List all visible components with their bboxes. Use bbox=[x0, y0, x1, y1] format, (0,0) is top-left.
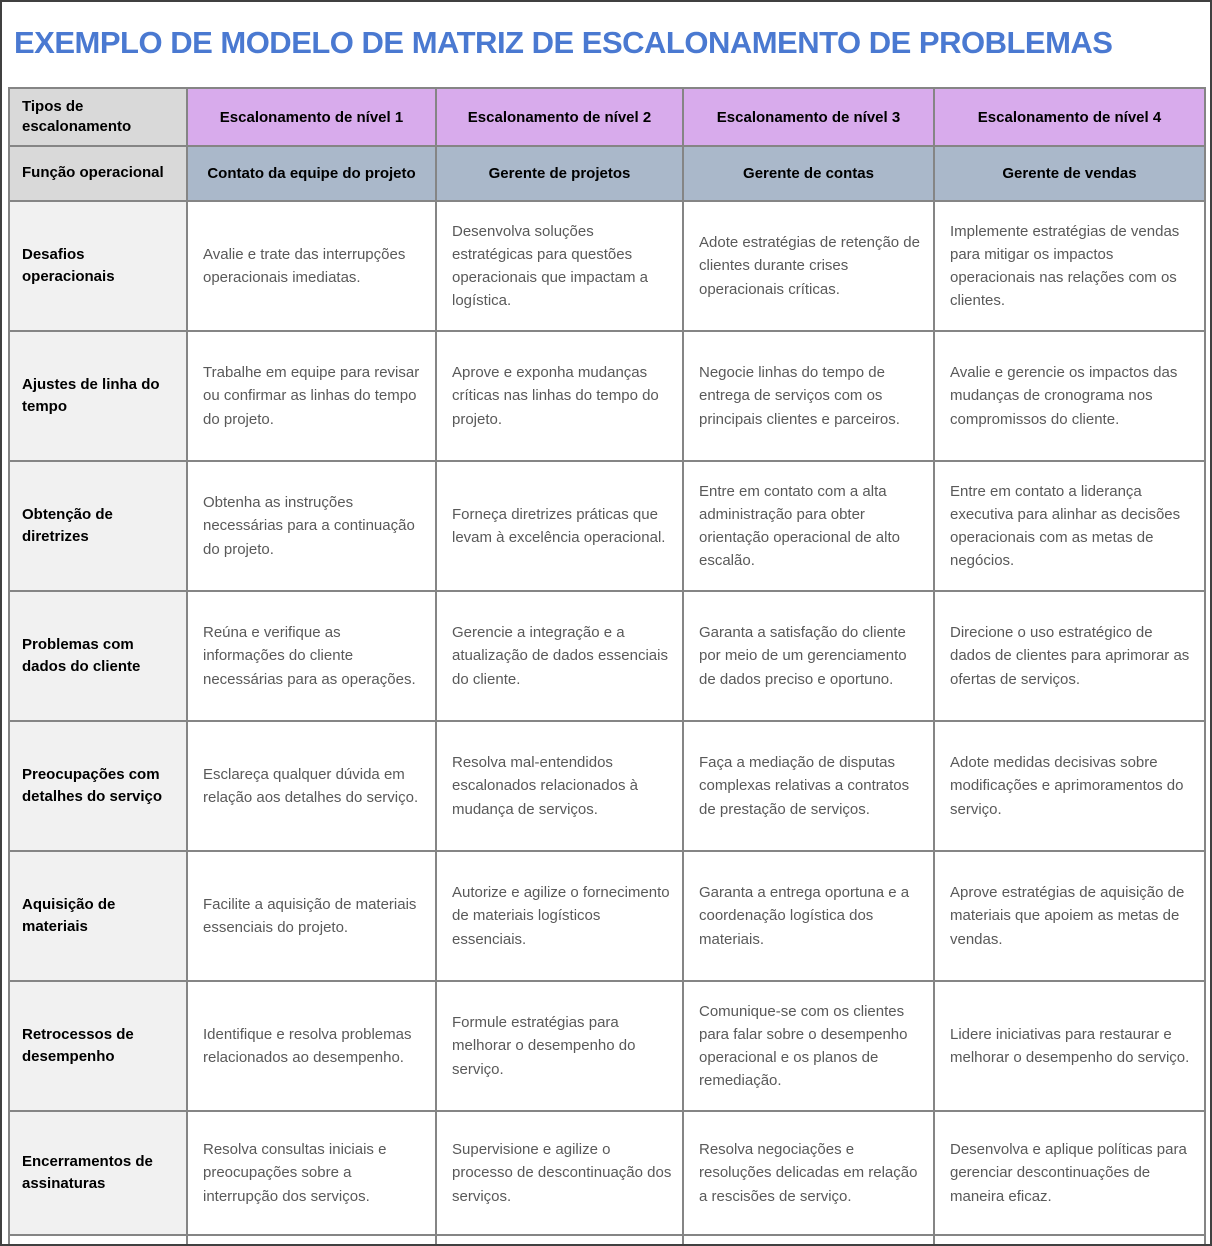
matrix-cell: Identifique e resolva problemas relacionados ao desempenho. bbox=[187, 981, 436, 1111]
matrix-cell: Desenvolva e aplique políticas para gerenciar descontinuações de maneira eficaz. bbox=[934, 1111, 1205, 1235]
matrix-cell: Negocie linhas do tempo de entrega de serviços com os principais clientes e parceiros. bbox=[683, 331, 934, 461]
empty-cell bbox=[683, 1235, 934, 1246]
matrix-cell: Avalie e trate das interrupções operacionais imediatas. bbox=[187, 201, 436, 331]
table-row bbox=[9, 851, 1205, 981]
matrix-cell: Avalie e gerencie os impactos das mudanças de cronograma nos compromissos do cliente. bbox=[934, 331, 1205, 461]
row-label: Preocupações com detalhes do serviço bbox=[9, 721, 187, 851]
matrix-cell: Lidere iniciativas para restaurar e melhorar o desempenho do serviço. bbox=[934, 981, 1205, 1111]
table-row bbox=[9, 461, 1205, 591]
table-row bbox=[9, 1111, 1205, 1235]
empty-cell bbox=[187, 1235, 436, 1246]
col-header-role-1: Contato da equipe do projeto bbox=[187, 146, 436, 201]
matrix-cell: Facilite a aquisição de materiais essenciais do projeto. bbox=[187, 851, 436, 981]
empty-cell bbox=[9, 1235, 187, 1246]
col-header-level-3: Escalonamento de nível 3 bbox=[683, 88, 934, 146]
matrix-cell: Comunique-se com os clientes para falar sobre o desempenho operacional e os planos de remediação. bbox=[683, 981, 934, 1111]
table-row-partial bbox=[9, 1235, 1205, 1246]
escalation-matrix-table bbox=[8, 87, 1206, 1246]
row-label: Obtenção de diretrizes bbox=[9, 461, 187, 591]
matrix-cell: Resolva mal-entendidos escalonados relacionados à mudança de serviços. bbox=[436, 721, 683, 851]
matrix-cell: Desenvolva soluções estratégicas para questões operacionais que impactam a logística. bbox=[436, 201, 683, 331]
row-label: Problemas com dados do cliente bbox=[9, 591, 187, 721]
matrix-cell: Direcione o uso estratégico de dados de clientes para aprimorar as ofertas de serviços. bbox=[934, 591, 1205, 721]
col-header-level-1: Escalonamento de nível 1 bbox=[187, 88, 436, 146]
matrix-cell: Faça a mediação de disputas complexas relativas a contratos de prestação de serviços. bbox=[683, 721, 934, 851]
matrix-cell: Garanta a satisfação do cliente por meio de um gerenciamento de dados preciso e oportuno. bbox=[683, 591, 934, 721]
col-header-role-3: Gerente de contas bbox=[683, 146, 934, 201]
row-label: Aquisição de materiais bbox=[9, 851, 187, 981]
table-row bbox=[9, 981, 1205, 1111]
matrix-cell: Adote medidas decisivas sobre modificações e aprimoramentos do serviço. bbox=[934, 721, 1205, 851]
page-title: EXEMPLO DE MODELO DE MATRIZ DE ESCALONAMENTO DE PROBLEMAS bbox=[14, 25, 1113, 60]
matrix-cell: Trabalhe em equipe para revisar ou confirmar as linhas do tempo do projeto. bbox=[187, 331, 436, 461]
matrix-cell: Obtenha as instruções necessárias para a continuação do projeto. bbox=[187, 461, 436, 591]
matrix-cell: Entre em contato com a alta administração para obter orientação operacional de alto escalão. bbox=[683, 461, 934, 591]
empty-cell bbox=[934, 1235, 1205, 1246]
matrix-cell: Reúna e verifique as informações do cliente necessárias para as operações. bbox=[187, 591, 436, 721]
matrix-cell: Aprove estratégias de aquisição de materiais que apoiem as metas de vendas. bbox=[934, 851, 1205, 981]
matrix-cell: Forneça diretrizes práticas que levam à excelência operacional. bbox=[436, 461, 683, 591]
matrix-cell: Gerencie a integração e a atualização de dados essenciais do cliente. bbox=[436, 591, 683, 721]
col-header-level-2: Escalonamento de nível 2 bbox=[436, 88, 683, 146]
matrix-cell: Resolva consultas iniciais e preocupações sobre a interrupção dos serviços. bbox=[187, 1111, 436, 1235]
header-row-escalation-types bbox=[9, 88, 1205, 146]
matrix-cell: Autorize e agilize o fornecimento de materiais logísticos essenciais. bbox=[436, 851, 683, 981]
matrix-cell: Entre em contato a liderança executiva para alinhar as decisões operacionais com as metas de negócios. bbox=[934, 461, 1205, 591]
matrix-cell: Implemente estratégias de vendas para mitigar os impactos operacionais nas relações com os clientes. bbox=[934, 201, 1205, 331]
col-header-role-2: Gerente de projetos bbox=[436, 146, 683, 201]
col-header-level-4: Escalonamento de nível 4 bbox=[934, 88, 1205, 146]
table-row bbox=[9, 721, 1205, 851]
table-row bbox=[9, 331, 1205, 461]
row-label: Desafios operacionais bbox=[9, 201, 187, 331]
matrix-cell: Esclareça qualquer dúvida em relação aos detalhes do serviço. bbox=[187, 721, 436, 851]
matrix-cell: Resolva negociações e resoluções delicadas em relação a rescisões de serviço. bbox=[683, 1111, 934, 1235]
matrix-cell: Supervisione e agilize o processo de descontinuação dos serviços. bbox=[436, 1111, 683, 1235]
row-label: Retrocessos de desempenho bbox=[9, 981, 187, 1111]
matrix-cell: Formule estratégias para melhorar o desempenho do serviço. bbox=[436, 981, 683, 1111]
row-label: Ajustes de linha do tempo bbox=[9, 331, 187, 461]
matrix-cell: Garanta a entrega oportuna e a coordenação logística dos materiais. bbox=[683, 851, 934, 981]
table-row bbox=[9, 201, 1205, 331]
corner-cell-escalation-types: Tipos de escalonamento bbox=[9, 88, 187, 146]
matrix-cell: Adote estratégias de retenção de clientes durante crises operacionais críticas. bbox=[683, 201, 934, 331]
header-row-operational-roles bbox=[9, 146, 1205, 201]
row-label: Encerramentos de assinaturas bbox=[9, 1111, 187, 1235]
col-header-role-4: Gerente de vendas bbox=[934, 146, 1205, 201]
empty-cell bbox=[436, 1235, 683, 1246]
table-row bbox=[9, 591, 1205, 721]
matrix-cell: Aprove e exponha mudanças críticas nas linhas do tempo do projeto. bbox=[436, 331, 683, 461]
corner-cell-operational-function: Função operacional bbox=[9, 146, 187, 201]
